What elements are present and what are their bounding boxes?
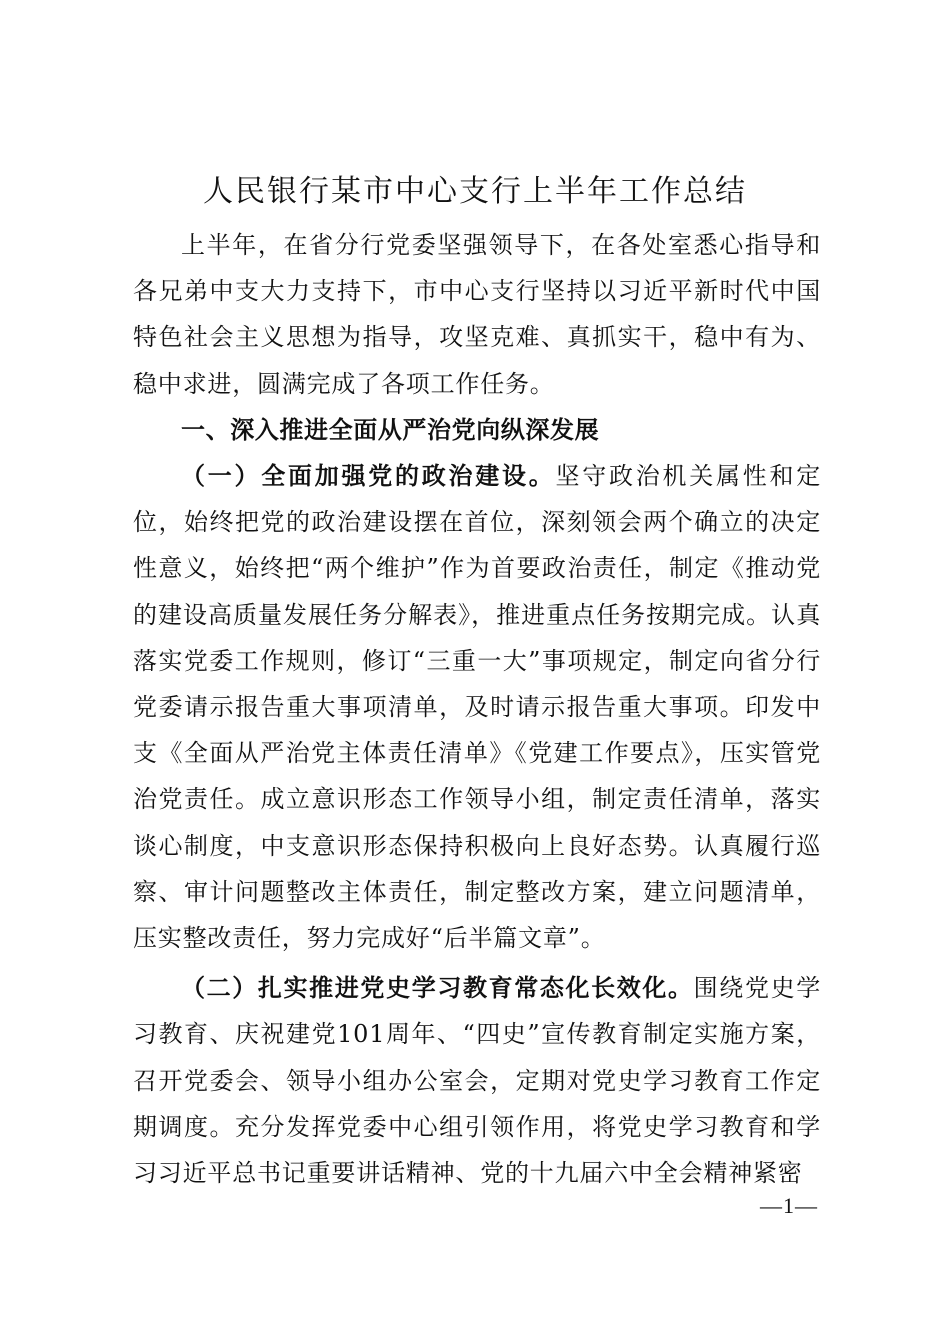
item-2-paragraph [133, 965, 821, 1196]
item-1-paragraph [133, 453, 821, 961]
section-heading-1: 一、深入推进全面从严治党向纵深发展 [181, 415, 600, 444]
document-body [133, 222, 821, 1196]
item-1-lead: （一）全面加强党的政治建设。 [181, 461, 556, 491]
item-2-body: 围绕党史学习教育、庆祝建党101周年、“四史”宣传教育制定实施方案，召开党委会、领导小组办公室会，定期对党史学习教育工作定期调度。充分发挥党委中心组引领作用，将党史学习教育和学习习近平总书记重要讲话精神、党的十九届六中全会精神紧密 [133, 974, 822, 1188]
page-number: —1— [760, 1193, 818, 1218]
item-2-lead: （二）扎实推进党史学习教育常态化长效化。 [181, 973, 694, 1003]
document-title: 人民银行某市中心支行上半年工作总结 [203, 174, 747, 209]
intro-paragraph: 上半年，在省分行党委坚强领导下，在各处室悉心指导和各兄弟中支大力支持下，市中心支行坚持以习近平新时代中国特色社会主义思想为指导，攻坚克难、真抓实干，稳中有为、稳中求进，圆满完成了各项工作任务。 [133, 231, 821, 398]
item-1-body: 坚守政治机关属性和定位，始终把党的政治建设摆在首位，深刻领会两个确立的决定性意义，始终把“两个维护”作为首要政治责任，制定《推动党的建设高质量发展任务分解表》，推进重点任务按期完成。认真落实党委工作规则，修订“三重一大”事项规定，制定向省分行党委请示报告重大事项清单，及时请示报告重大事项。印发中支《全面从严治党主体责任清单》《党建工作要点》，压实管党治党责任。成立意识形态工作领导小组，制定责任清单，落实谈心制度，中支意识形态保持积极向上良好态势。认真履行巡察、审计问题整改主体责任，制定整改方案，建立问题清单，压实整改责任，努力完成好“后半篇文章”。 [133, 462, 821, 953]
